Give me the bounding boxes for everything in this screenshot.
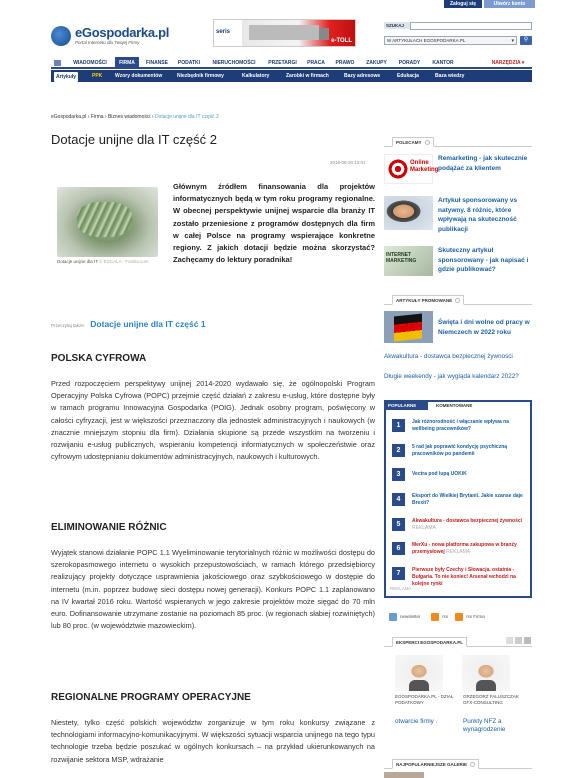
photo-credit: © ESCALA - Fotolia.com xyxy=(99,259,149,264)
expert-photo[interactable] xyxy=(395,655,443,691)
item-number: 2 xyxy=(392,444,405,457)
tab-popularne[interactable]: POPULARNE xyxy=(384,401,428,410)
truck-image xyxy=(249,25,319,40)
item-title[interactable] xyxy=(412,471,526,478)
newsletter-label: newsletter xyxy=(400,614,421,620)
related-article xyxy=(51,319,206,329)
breadcrumb xyxy=(51,114,219,120)
item-title[interactable] xyxy=(412,444,526,458)
gallery-tab xyxy=(392,759,479,769)
german-flag-thumb xyxy=(384,311,433,343)
search-scope-select[interactable] xyxy=(384,36,517,45)
rss-firma-label: rss Firma xyxy=(466,614,485,620)
info-icon xyxy=(455,298,460,303)
rss-firma-link[interactable] xyxy=(455,613,485,621)
tab-komentowane[interactable]: KOMENTOWANE xyxy=(436,403,473,408)
prev-icon[interactable] xyxy=(506,637,513,644)
sidebar-link[interactable]: Długie weekendy - jak wygląda kalendarz 2022? xyxy=(384,373,519,380)
newsletter-link[interactable] xyxy=(389,613,421,621)
nav-praca[interactable]: PRACA xyxy=(307,60,325,66)
item-number: 4 xyxy=(392,493,405,506)
item-title[interactable] xyxy=(412,567,526,588)
section-heading: ELIMINOWANIE RÓŻNIC xyxy=(51,522,167,533)
rss-label: rss xyxy=(442,614,448,620)
gallery-thumb[interactable] xyxy=(384,772,424,778)
nav-kantor[interactable]: KANTOR xyxy=(432,60,454,66)
home-icon[interactable] xyxy=(54,60,61,66)
search-label: SZUKAJ xyxy=(384,22,410,29)
expert-name[interactable]: GRZEGORZ FALUSZCZAK GFX-CONSULTING xyxy=(463,694,519,705)
item-title[interactable] xyxy=(412,518,526,532)
section-text: Niestety, tylko część polskich województw zorganizuje w tym roku konkursy związane z technologiami informacyjno-komunikacyjnymi. W większości sytuacji wsparcia unijnego na tego typu technologie trzeba będzie poszukać w ogólnych konkursach – na przykład ukierunkowanych na rozwijanie sektora MSP, wdrażanie xyxy=(51,718,375,764)
create-account-link[interactable]: Utwórz konto xyxy=(484,0,535,8)
subnav-wzory[interactable]: Wzory dokumentów xyxy=(115,73,163,79)
section-text: Przed rozpoczęciem perspektywy unijnej 2014-2020 wydawało się, że ogólnopolski Program Operacyjny Polska Cyfrowa (POPC) przejmie część działań z zakresu e-usług, które dostępne były w ramach programu Innowacyjna Gospodarka (POIG). Jednak osobny program, poświęcony w całości cyfryzacji, jest w większości przeznaczony dla jednostek administracyjnych i naukowych (w znacznie mniejszym stopniu dla firm). Działania skupione są przede wszystkim na tworzeniu i rozwijaniu e-usług publicznych, wspieraniu kompetencji informatycznych w społeczeństwie oraz cyfrowym udostępnianiu dokumentów administracyjnych, naukowych i kulturowych. xyxy=(51,379,375,462)
nav-prawo[interactable]: PRAWO xyxy=(335,60,355,66)
expert-photo[interactable] xyxy=(462,655,510,691)
rss-icon xyxy=(431,613,439,621)
polecamy-tab xyxy=(392,137,434,147)
subnav-ppk[interactable]: PPK xyxy=(92,73,103,79)
nav-zakupy[interactable]: ZAKUPY xyxy=(366,60,387,66)
newsletter-icon xyxy=(389,613,397,621)
nav-finanse[interactable]: FINANSE xyxy=(146,60,168,66)
item-title-text: Jak różnorodność i włączanie wpływa na wellbeing pracowników? xyxy=(412,419,509,432)
login-link[interactable]: Zaloguj się xyxy=(444,0,482,8)
nav-nieruchomosci[interactable]: NIERUCHOMOŚCI xyxy=(212,60,256,66)
sidebar-link[interactable]: Akwakultura - dostawca bezpiecznej żywności xyxy=(384,353,513,360)
thumb-label: Online Marketing xyxy=(410,160,439,173)
gallery-header xyxy=(384,759,532,769)
search-box xyxy=(384,22,532,44)
item-title[interactable] xyxy=(412,493,526,507)
breadcrumb-current: Dotacje unijne dla IT część 2 xyxy=(154,114,219,120)
article-date: 2016-05-20 13:01 xyxy=(330,160,366,165)
page-title: Dotacje unijne dla IT część 2 xyxy=(51,132,217,147)
subnav-bazy[interactable]: Bazy adresowe xyxy=(344,73,381,79)
chevron-down-icon: ▾ xyxy=(511,38,514,44)
next-icon[interactable] xyxy=(515,637,522,644)
item-title-text: Eksport do Wielkiej Brytanii. Jakie szanse daje Brexit? xyxy=(412,493,523,506)
top-banner-ad[interactable] xyxy=(213,19,356,47)
search-icon: ⚲ xyxy=(523,37,529,43)
subnav-zarobki[interactable]: Zarobki w firmach xyxy=(286,73,329,79)
photo-caption-text: Dotacje unijne dla IT xyxy=(57,259,98,264)
item-number: 6 xyxy=(392,542,405,555)
info-icon xyxy=(470,762,475,767)
search-input[interactable] xyxy=(410,22,532,30)
nav-przetargi[interactable]: PRZETARGI xyxy=(268,60,297,66)
breadcrumb-path[interactable]: eGospodarka.pl › Firma › Biznes wiadomości › xyxy=(51,114,154,120)
item-title[interactable] xyxy=(412,419,526,433)
popular-tabs xyxy=(384,401,532,410)
subnav-edukacja[interactable]: Edukacja xyxy=(397,73,419,79)
promoted-label: ARTYKUŁY PROMOWANE xyxy=(396,298,453,303)
item-title-text: MerXu - nowa platforma zakupowa w branży przemysłowej xyxy=(412,542,517,555)
experts-header xyxy=(384,637,532,647)
experts-tab xyxy=(392,637,467,647)
nav-podatki[interactable]: PODATKI xyxy=(177,60,201,66)
item-title-text: Vectra pod lupą UOKiK xyxy=(412,471,467,477)
info-icon xyxy=(425,140,430,145)
nav-narzedzia-label: NARZĘDZIA xyxy=(491,60,521,66)
gallery-label: NAJPOPULARNIEJSZE GALERIE xyxy=(396,762,468,767)
logo-tagline: Portal Internetu dla Twojej Firmy xyxy=(75,40,140,45)
rss-link[interactable] xyxy=(431,613,448,621)
promoted-title[interactable]: Święta i dni wolne od pracy w Niemczech w 2022 roku xyxy=(438,319,530,336)
main-nav xyxy=(51,57,532,69)
polecamy-title[interactable]: Remarketing - jak skutecznie podążać za klientem xyxy=(438,155,528,172)
top-bar xyxy=(384,0,535,8)
subnav-baza-wiedzy[interactable]: Baza wiedzy xyxy=(435,73,465,79)
section-heading: POLSKA CYFROWA xyxy=(51,353,147,364)
search-button[interactable] xyxy=(520,36,532,45)
item-number: 1 xyxy=(392,419,405,432)
promoted-tab xyxy=(392,295,464,305)
nav-firma[interactable]: FIRMA xyxy=(115,57,139,69)
article-photo[interactable] xyxy=(57,187,158,257)
item-title[interactable] xyxy=(412,542,526,556)
subnav-niezbednik[interactable]: Niezbędnik firmowy xyxy=(177,73,224,79)
item-title-text: Akwakultura - dostawca bezpiecznej żywności xyxy=(412,518,523,524)
online-marketing-thumb xyxy=(384,154,439,184)
related-link[interactable]: Dotacje unijne dla IT część 1 xyxy=(90,319,206,329)
nav-narzedzia[interactable]: NARZĘDZIA ▾ xyxy=(491,60,525,66)
expert-link[interactable]: Punkty NFZ a wynagrodzenie xyxy=(463,718,506,733)
article-lead-text: Głównym źródłem finansowania dla projektów informatycznych będą w tym roku programy regionalne. W obecnej perspektywie unijnej wsparcie dla branży IT zostało przeniesione z programów dostępnych dla firm w całej Polsce na programy wspierające konkretne regiony. Z jakich dotacji będzie można skorzystać? Zachęcamy do lektury poradnika! xyxy=(173,182,375,265)
more-icon[interactable] xyxy=(524,637,531,644)
section-heading: REGIONALNE PROGRAMY OPERACYJNE xyxy=(51,692,251,703)
ad-product: e-TOLL xyxy=(331,38,352,44)
search-scope-value: W ARTYKUŁACH EGOSPODARKA.PL xyxy=(387,38,466,43)
internet-marketing-thumb xyxy=(384,246,433,276)
ad-tag: REKLAMA xyxy=(412,525,436,531)
expert-name[interactable]: EGOSPODARKA.PL - DZIAŁ PODATKOWY xyxy=(395,694,454,705)
thumb-label: INTERNET MARKETING xyxy=(386,252,417,264)
item-number: 3 xyxy=(392,468,405,481)
ad-tag: REKLAMA xyxy=(446,549,471,555)
ad-tag: REKLAMA xyxy=(390,586,412,591)
related-label: Przeczytaj także: xyxy=(51,323,86,328)
polecamy-title[interactable]: Artykuł sponsorowany vs natywny. 8 różnic, które wpływają na skuteczność publikacji xyxy=(438,197,518,233)
photo-caption xyxy=(57,259,157,265)
nav-wiadomosci[interactable]: WIADOMOŚCI xyxy=(73,60,107,66)
sub-nav xyxy=(51,70,532,82)
polecamy-header xyxy=(384,137,532,147)
section-text: Wyjątek stanowi działanie POPC 1.1 Wyeliminowanie terytorialnych różnic w możliwości dostępu do szerokopasmowego internetu o wysokich przepustowościach, w ramach którego przedsiębiorcy realizujący projekty dotyczące usprawnienia jakościowego oraz szybkościowego w dostępie do internetu (m.in. poprzez budowę sieci dostępu nowej generacji). Konkurs POPC 1.1 zaplanowano na IV kwartał 2016 roku. Wartość wspieranych w jego zakresie projektów może sięgać do 70 mln euro. Dofinansowanie utrzymane zostanie na poziomach 85 proc. (w regionach słabiej rozwiniętych) lub 80 proc. (w województwie mazowieckim). xyxy=(51,548,375,631)
item-title-text: Pierwsze były Czechy i Słowacja, ostatnia - Bułgaria. To nie koniec! Arsenał wchodzi na kolejne rynki xyxy=(412,567,516,587)
subnav-artykuly[interactable]: Artykuły xyxy=(56,74,77,80)
polecamy-label: POLECAMY xyxy=(396,140,422,145)
site-logo[interactable] xyxy=(51,24,181,48)
promoted-header xyxy=(384,295,532,305)
polecamy-title[interactable]: Skuteczny artykuł sponsorowany - jak napisać i gdzie publikować? xyxy=(438,247,529,273)
nav-porady[interactable]: PORADY xyxy=(398,60,421,66)
logo-globe-icon xyxy=(51,26,71,46)
item-number: 7 xyxy=(392,567,405,580)
person-thumb xyxy=(384,196,433,230)
expert-link[interactable]: otwarcie firmy . xyxy=(395,718,438,725)
subnav-kalkulatory[interactable]: Kalkulatory xyxy=(242,73,270,79)
popular-box xyxy=(384,400,532,598)
ad-brand: seris xyxy=(216,29,231,35)
rss-icon xyxy=(455,613,463,621)
experts-label: EKSPERCI EGOSPODARKA.PL xyxy=(396,640,464,645)
item-title-text: 5 rad jak poprawić kondycję psychiczną pracowników po pandemii xyxy=(412,444,508,457)
logo-name: eGospodarka.pl xyxy=(75,25,170,40)
item-number: 5 xyxy=(392,518,405,531)
